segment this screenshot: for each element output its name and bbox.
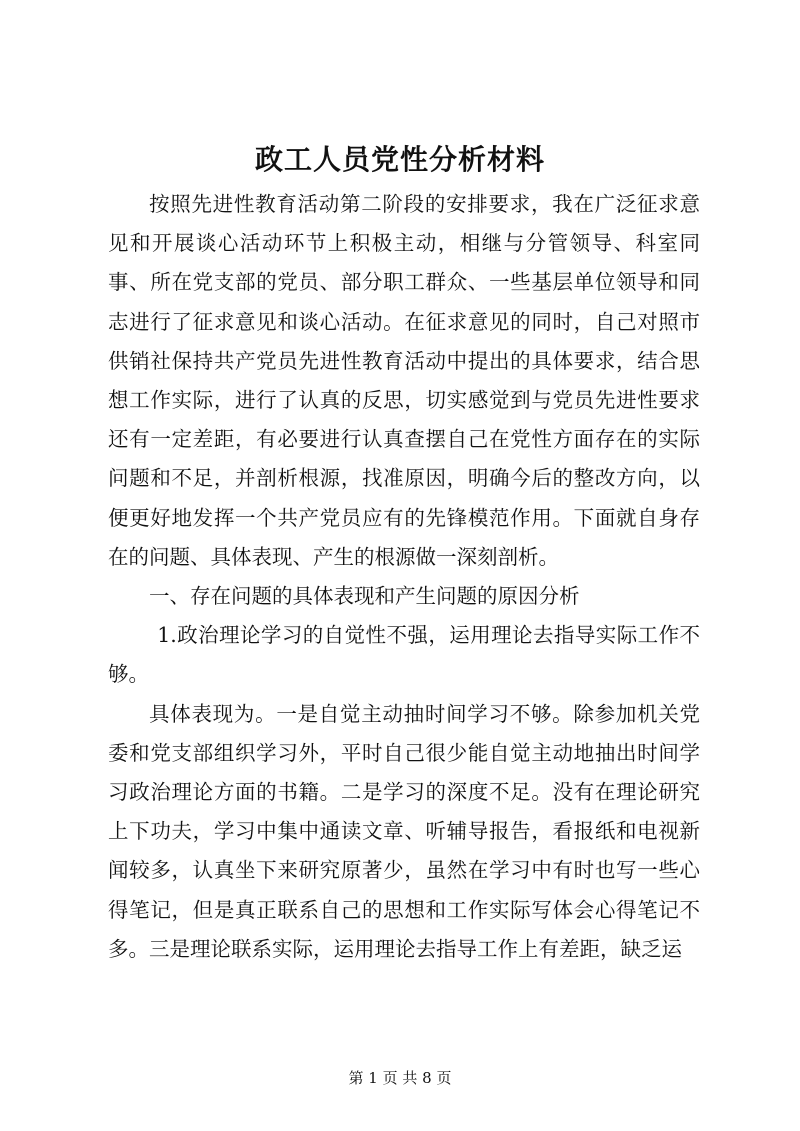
- paragraph-details: 具体表现为。一是自觉主动抽时间学习不够。除参加机关党委和党支部组织学习外，平时自己很少能自觉主动地抽出时间学习政治理论方面的书籍。二是学习的深度不足。没有在理论研究上下功夫，学习中集中通读文章、听辅导报告，看报纸和电视新闻较多，认真坐下来研究原著少，虽然在学习中有时也写一些心得笔记，但是真正联系自己的思想和工作实际写体会心得笔记不多。三是理论联系实际，运用理论去指导工作上有差距，缺乏运: [108, 701, 700, 961]
- document-title: 政工人员党性分析材料: [254, 143, 545, 176]
- page-footer: 第 1 页 共 8 页: [348, 1069, 452, 1087]
- subsection-heading: 1.政治理论学习的自觉性不强，运用理论去指导实际工作不够。: [108, 623, 700, 687]
- paragraph-intro: 按照先进性教育活动第二阶段的安排要求，我在广泛征求意见和开展谈心活动环节上积极主动，相继与分管领导、科室同事、所在党支部的党员、部分职工群众、一些基层单位领导和同志进行了征求意见和谈心活动。在征求意见的同时，自己对照市供销社保持共产党员先进性教育活动中提出的具体要求，结合思想工作实际，进行了认真的反思，切实感觉到与党员先进性要求还有一定差距，有必要进行认真查摆自己在党性方面存在的实际问题和不足，并剖析根源，找准原因，明确今后的整改方向，以便更好地发挥一个共产党员应有的先锋模范作用。下面就自身存在的问题、具体表现、产生的根源做一深刻剖析。: [108, 192, 700, 569]
- document-body: [108, 185, 700, 969]
- section-heading: 一、存在问题的具体表现和产生问题的原因分析: [149, 584, 580, 609]
